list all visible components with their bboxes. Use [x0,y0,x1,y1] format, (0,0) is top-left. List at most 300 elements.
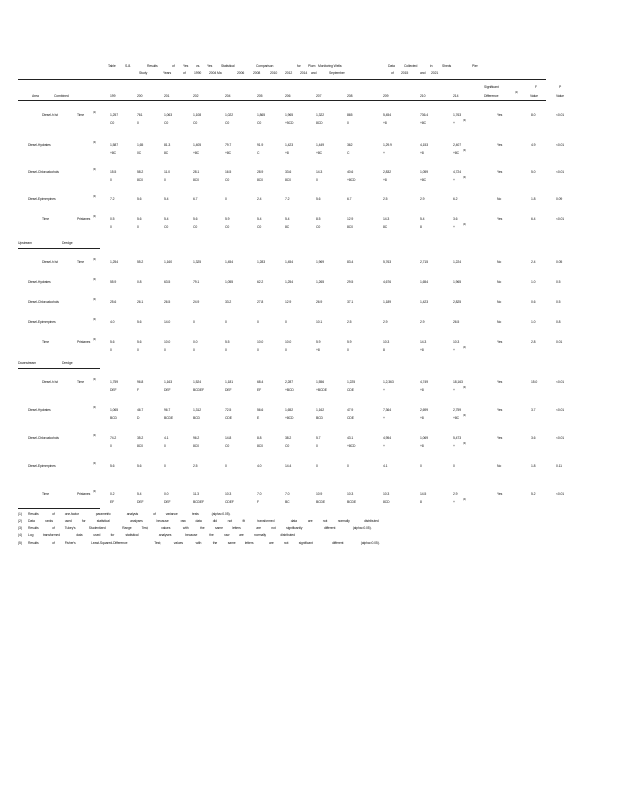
column-header: 214 [453,94,459,98]
p-value-cell: <0.01 [556,170,565,174]
row-label: Diesel-h Ist [42,113,58,117]
row-footnote-mark: (3) [93,318,96,321]
group-letter-cell: +8C [420,178,427,182]
note-word: Fisher's [64,541,76,545]
combined-header: Combined [54,94,69,98]
value-cell: 6.2 [453,197,458,201]
value-cell: 1,65 [137,143,144,147]
note-word: significant [298,541,313,545]
title-word: 2015 [401,71,409,75]
note-word: Range [122,526,132,530]
value-cell: 7.0 [285,492,290,496]
note-word: one-factor [64,512,79,516]
value-cell: 1,587 [110,143,118,147]
note-word: are [307,519,313,523]
group-letter-cell: 8C0 [193,444,199,448]
group-letter-cell: 0 [257,348,259,352]
row-footnote-mark: (3) [93,278,96,281]
value-cell: 5.6 [137,340,142,344]
group-letter-cell: DEF [164,388,171,392]
title-word: 2010 [270,71,278,75]
title-word: 2021 [431,71,439,75]
value-cell: 26.1 [137,300,144,304]
group-letter-cell: C [347,151,350,155]
column-header: 200 [137,94,143,98]
row-label: Diesel-Chloroalcohols [28,300,59,304]
value-cell: 0 [193,320,195,324]
note-word: Results [28,526,39,530]
value-cell: 1,454 [285,260,293,264]
value-cell: 63.5 [164,280,171,284]
p-value-cell: <0.01 [556,380,565,384]
value-cell: 1,423 [420,300,428,304]
note-word: Data [28,519,35,523]
value-cell: 1,254 [110,260,118,264]
note-word: the [209,533,214,537]
group-letter-cell: EF [110,500,115,504]
value-cell: 1,059 [420,170,428,174]
note-word: tests [192,512,199,516]
value-cell: 7,364 [383,408,391,412]
group-letter-cell: D [137,416,140,420]
row-footnote-mark: (3) [93,462,96,465]
group-letter-cell: E [257,416,260,420]
row-label-suffix: Pristanes [77,217,91,221]
note-word: values [173,541,183,545]
row-footnote-mark: (3) [93,406,96,409]
note-marker: (3) [18,526,22,530]
value-cell: 47.9 [347,408,354,412]
value-cell: 1,524 [193,380,201,384]
column-header: 207 [316,94,322,98]
title-word: Study [139,71,148,75]
title-word: of [391,71,394,75]
group-letter-cell: 8CD [383,500,390,504]
group-letter-cell: +5CD [285,121,294,125]
significant-cell: No [497,280,502,284]
value-cell: 10.9 [316,492,323,496]
group-letter-cell: + [383,444,385,448]
note-word: significantly [286,526,303,530]
f-value-cell: 1.8 [531,197,536,201]
value-cell: 1,969 [316,260,324,264]
group-letter-cell: BCD [193,416,200,420]
value-cell: 6.7 [347,197,352,201]
value-cell: 1,652 [285,408,293,412]
value-cell: 2,699 [420,408,428,412]
group-letter-cell: 0 [110,444,112,448]
group-letter-cell: 8C [285,225,290,229]
value-cell: 91.9 [257,143,264,147]
row-note-mark: (4) [463,223,466,226]
p-value-cell: <0.01 [556,217,565,221]
value-cell: 1,283 [257,260,265,264]
note-word: data [195,519,202,523]
note-word: raw [180,519,186,523]
note-word: the [212,541,218,545]
group-letter-cell: +8C [110,151,117,155]
group-letter-cell: CDE [225,416,232,420]
notes-rule [18,508,100,509]
value-cell: 4.1 [164,436,169,440]
group-letter-cell: 0 [193,348,195,352]
value-cell: 0 [347,464,349,468]
value-cell: 33.2 [225,300,232,304]
group-letter-cell: BCDE [164,416,174,420]
note-word: data [290,519,297,523]
group-letter-cell: BCDEF [193,500,204,504]
group-letter-cell: +8 [316,348,320,352]
f-value-cell: 1.8 [531,464,536,468]
value-cell: 1,055 [225,280,233,284]
group-letter-cell: C0 [285,444,290,448]
column-header: 209 [383,94,389,98]
row-footnote-mark: (3) [93,195,96,198]
title-word: for [297,64,301,68]
value-cell: 11.3 [193,492,199,496]
value-cell: 14.8 [225,436,232,440]
group-letter-cell: C [257,151,260,155]
group-letter-cell: + [453,348,455,352]
value-cell: 1,108 [193,113,201,117]
value-cell: 2,287 [285,380,293,384]
title-word: Results [147,64,158,68]
significant-cell: Yes [497,340,503,344]
value-cell: 1,405 [193,143,201,147]
value-cell: 26.5 [453,320,460,324]
group-letter-cell: 0 [164,178,166,182]
value-cell: 79.7 [225,143,232,147]
group-letter-cell: + [453,444,455,448]
value-cell: 4.0 [257,464,262,468]
value-cell: 43.1 [347,436,354,440]
note-word: Test; [154,541,161,545]
significant-cell: No [497,260,502,264]
note-word: statistical [125,533,139,537]
value-cell: 96.2 [193,436,200,440]
value-cell: 0 [225,197,227,201]
note-word: letters [244,541,254,545]
header-top-rule [18,79,546,80]
group-letter-cell: + [383,151,385,155]
p-value-cell: 0.11 [556,464,562,468]
title-word: Sheds [442,64,452,68]
note-word: because [185,533,198,537]
value-cell: 0 [225,320,227,324]
group-letter-cell: + [383,416,385,420]
p-value-cell: <0.01 [556,436,565,440]
value-cell: 3.6 [453,217,458,221]
value-cell: 14.0 [164,320,171,324]
f-header-2: Value [530,94,538,98]
value-cell: 96.7 [164,408,171,412]
row-label-suffix: Time [77,380,85,384]
value-cell: 15.5 [110,170,117,174]
value-cell: 62.2 [257,280,264,284]
value-cell: 0 [164,464,166,468]
group-letter-cell: 0 [347,348,349,352]
value-cell: 1,189 [383,300,391,304]
p-value-cell: 0.09 [556,197,563,201]
value-cell: 5.6 [316,197,321,201]
group-letter-cell: 0 [137,348,139,352]
value-cell: 24.9 [193,300,200,304]
value-cell: 33.6 [285,170,292,174]
value-cell: 28.9 [257,170,264,174]
p-value-cell: 0.5 [556,300,561,304]
value-cell: 72.5 [225,408,232,412]
title-word: S-8. [125,64,131,68]
title-word: Data [388,64,395,68]
group-letter-cell: +8 [420,151,424,155]
note-word: not [283,541,289,545]
column-header: 199 [110,94,116,98]
f-value-cell: 1.0 [531,280,536,284]
note-word: not [227,519,233,523]
significant-cell: Yes [497,217,503,221]
value-cell: 5.5 [225,340,230,344]
f-value-cell: 3.6 [531,436,536,440]
group-letter-cell: 8C0 [137,444,143,448]
sig-header-2: Difference [484,94,499,98]
group-letter-cell: 8C0 [257,178,263,182]
note-word: Test; [141,526,149,530]
row-note-mark: (4) [463,346,466,349]
f-value-cell: 2.8 [531,340,536,344]
note-word: of [52,541,55,545]
row-label: Diesel-Epimerpines [28,197,56,201]
significant-cell: No [497,320,502,324]
value-cell: 96.8 [137,380,144,384]
note-word: are [269,541,274,545]
group-letter-cell: 0 [137,121,139,125]
title-word: 2008 [253,71,261,75]
row-label: Diesel-Hydrates [28,143,51,147]
header-bottom-rule [18,100,546,101]
group-letter-cell: +8 [420,416,424,420]
group-letter-cell: +8C [420,121,427,125]
note-marker: (1) [18,512,22,516]
value-cell: 10.3 [383,492,390,496]
value-cell: 10.3 [347,492,354,496]
value-cell: 0 [285,320,287,324]
group-letter-cell: 8 [420,500,422,504]
f-value-cell: 15.0 [531,380,538,384]
value-cell: 1,069 [420,436,428,440]
value-cell: 2.5 [347,320,352,324]
note-word: values [161,526,171,530]
group-letter-cell: 8C [164,151,169,155]
value-cell: 5,763 [383,260,391,264]
value-cell: 14.3 [383,217,390,221]
note-word: for [81,519,86,523]
value-cell: 5.4 [420,217,425,221]
value-cell: 55.2 [137,260,144,264]
value-cell: 0.0 [193,340,198,344]
value-cell: 2.9 [420,320,425,324]
value-cell: 1,265 [316,280,324,284]
value-cell: 7.0 [257,492,262,496]
note-word: statistical [96,519,110,523]
group-letter-cell: +8C [193,151,200,155]
note-word: different [324,526,336,530]
value-cell: 26.9 [316,300,323,304]
group-letter-cell: 0 [164,444,166,448]
value-cell: 1,965 [453,280,461,284]
significant-cell: No [497,464,502,468]
title-word: September [329,71,345,75]
value-cell: 1,29.9 [383,143,392,147]
section-title: Dredge [62,241,73,245]
value-cell: 12.9 [285,300,292,304]
title-word: Collected [404,64,418,68]
group-letter-cell: 0 [285,348,287,352]
title-word: Table [108,64,116,68]
group-letter-cell: DEF [225,388,232,392]
group-letter-cell: + [453,388,455,392]
row-label: Diesel-Hydrates [28,408,51,412]
row-note-mark: (3) [463,386,466,389]
note-word: with [182,526,189,530]
area-header: Area [32,94,39,98]
value-cell: 14.3 [316,170,323,174]
section-title: Upstream [18,241,32,245]
value-cell: 0 [257,320,259,324]
section-title: Dredge [62,361,73,365]
title-word: in [430,64,433,68]
row-label: Diesel-Epimerpines [28,464,56,468]
section-title: Downstream [18,361,37,365]
value-cell: 4,676 [383,280,391,284]
row-label: Diesel-Epimerpines [28,320,56,324]
value-cell: 4,724 [453,170,461,174]
group-letter-cell: C0 [164,121,169,125]
note-word: because [156,519,169,523]
note-word: not [322,519,328,523]
title-word: 2014 [300,71,308,75]
value-cell: 68.4 [257,380,264,384]
value-cell: 2,407 [453,143,461,147]
f-header: F [535,85,537,89]
row-note-mark: (3) [463,176,466,179]
group-letter-cell: DEF [164,500,171,504]
group-letter-cell: F [257,500,259,504]
f-value-cell: 2.4 [531,260,536,264]
f-value-cell: 4.9 [531,143,536,147]
row-label-suffix: Pristanes [77,492,91,496]
row-label: Time [42,340,50,344]
value-cell: 1,654 [420,280,428,284]
note-word: normally [254,533,267,537]
value-cell: 1,865 [257,113,265,117]
note-word: raw [224,533,230,537]
f-value-cell: 5.0 [531,170,536,174]
value-cell: 8.5 [316,217,321,221]
p-value-cell: 0.01 [556,340,563,344]
value-cell: 1,759 [110,380,118,384]
value-cell: 40.6 [347,170,354,174]
note-word: Tukey's [64,526,76,530]
note-word: transformed [42,533,60,537]
title-word: of [183,71,186,75]
value-cell: 2,825 [453,300,461,304]
value-cell: 10.1 [316,320,323,324]
value-cell: 0 [316,464,318,468]
group-letter-cell: C0 [257,225,262,229]
title-word: Statistical [221,64,235,68]
group-letter-cell: 0 [316,178,318,182]
value-cell: 1,423 [285,143,293,147]
note-word: ranks [45,519,53,523]
value-cell: 2.9 [420,197,425,201]
group-letter-cell: +8CD [347,444,356,448]
value-cell: 865 [347,113,353,117]
group-letter-cell: +8C [453,416,460,420]
note-word: normally [337,519,350,523]
group-letter-cell: C0 [225,444,230,448]
group-letter-cell: C0 [257,121,262,125]
group-letter-cell: 8CD [316,121,323,125]
column-header: 208 [347,94,353,98]
group-letter-cell: BCD [110,416,117,420]
value-cell: 5.9 [316,340,321,344]
value-cell: 1,022 [225,113,233,117]
note-word: Results [28,512,39,516]
note-marker: (5) [18,541,22,545]
group-letter-cell: C0 [110,121,115,125]
f-value-cell: 1.0 [531,320,536,324]
row-footnote-mark: (3) [93,434,96,437]
value-cell: 10.3 [453,340,460,344]
f-value-cell: 6.4 [531,217,536,221]
value-cell: 6.7 [193,197,198,201]
value-cell: 26.5 [164,300,171,304]
title-word: Comparison [256,64,274,68]
group-letter-cell: F [137,388,139,392]
group-letter-cell: +8 [285,151,289,155]
row-footnote-mark: (3) [93,258,96,261]
note-word: (alpha=0.05). [352,526,372,530]
group-letter-cell: +8 [383,121,387,125]
value-cell: 18,163 [453,380,463,384]
value-cell: 1,2,363 [383,380,394,384]
column-header: 201 [164,94,170,98]
group-letter-cell: +8CD [347,178,356,182]
value-cell: 0.5 [110,217,115,221]
value-cell: 14.3 [420,340,427,344]
value-cell: 5.6 [137,197,142,201]
note-word: Results [28,541,39,545]
group-letter-cell: +8CD [285,416,294,420]
note-word: analyses [158,533,172,537]
group-letter-cell: CDE [347,416,354,420]
group-letter-cell: 8 [420,225,422,229]
row-label: Diesel-Hydrates [28,280,51,284]
group-letter-cell: C0 [225,121,230,125]
significant-cell: Yes [497,170,503,174]
value-cell: 74.2 [110,436,117,440]
column-header: 204 [225,94,231,98]
p-value-cell: <0.01 [556,492,565,496]
note-word: are [256,526,261,530]
value-cell: 5.6 [137,464,142,468]
group-letter-cell: +8 [420,444,424,448]
value-cell: 1,325 [193,260,201,264]
row-label: Diesel-Chloroalcohols [28,170,59,174]
value-cell: 14.5 [420,492,427,496]
value-cell: 1,312 [193,408,201,412]
group-letter-cell: BCDEF [193,388,204,392]
